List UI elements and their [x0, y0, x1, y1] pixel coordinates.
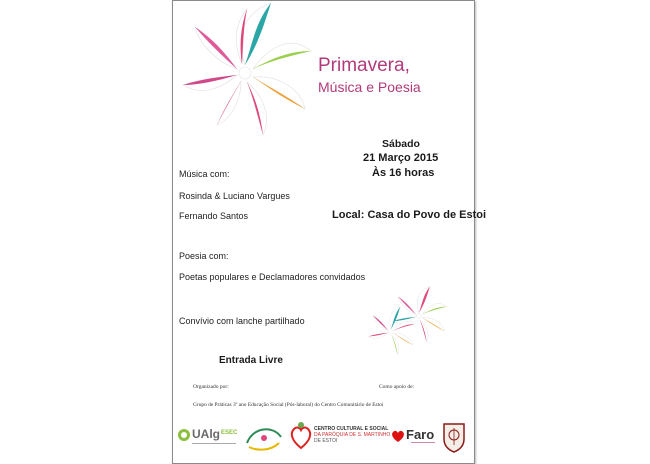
centro-cultural-logo	[314, 426, 390, 444]
poesia-detail: Poetas populares e Declamadores convidados	[179, 272, 366, 282]
centro-line-2: DA PARÓQUIA DE S. MARTINHO	[314, 432, 391, 438]
flower-decoration-large	[173, 1, 318, 146]
faro-heart-icon	[391, 430, 405, 443]
event-poster	[172, 0, 487, 464]
faro-text: Faro	[406, 427, 435, 442]
ualg-text: UAlg	[192, 427, 220, 441]
musica-artist-2: Fernando Santos	[179, 211, 249, 221]
centro-line-1: CENTRO CULTURAL E SOCIAL	[314, 426, 389, 432]
ualg-emblem-icon	[177, 428, 191, 442]
convivio-text: Convívio com lanche partilhado	[179, 316, 305, 326]
projeto-logo-icon	[243, 421, 285, 455]
ualg-logo	[177, 426, 237, 450]
musica-artist-1: Rosinda & Luciano Vargues	[179, 191, 290, 201]
poster-title-line2: Música e Poesia	[318, 79, 421, 95]
faro-logo	[391, 427, 437, 447]
poesia-heading: Poesia com:	[179, 251, 229, 261]
organizer-line: Grupo de Práticas 3º ano Educação Social (Pós-laboral) do Centro Comunitário de Estoi	[193, 402, 384, 408]
parish-heart-icon	[289, 421, 313, 451]
municipal-crest-icon	[441, 421, 467, 453]
organized-by-label: Organizado por:	[193, 384, 229, 390]
entry-free: Entrada Livre	[219, 355, 283, 366]
esec-text: ESEC	[221, 430, 238, 436]
musica-heading: Música com:	[179, 169, 230, 179]
event-date: 21 Março 2015	[363, 152, 439, 164]
event-time: Às 16 horas	[372, 167, 435, 179]
support-label: Como apoio de:	[379, 384, 415, 390]
poster-title-line1: Primavera,	[318, 55, 410, 76]
flower-decoration-small	[357, 286, 457, 366]
centro-line-3: DE ESTOI	[314, 438, 338, 444]
event-day: Sábado	[382, 138, 420, 150]
event-location: Local: Casa do Povo de Estoi	[332, 209, 487, 221]
